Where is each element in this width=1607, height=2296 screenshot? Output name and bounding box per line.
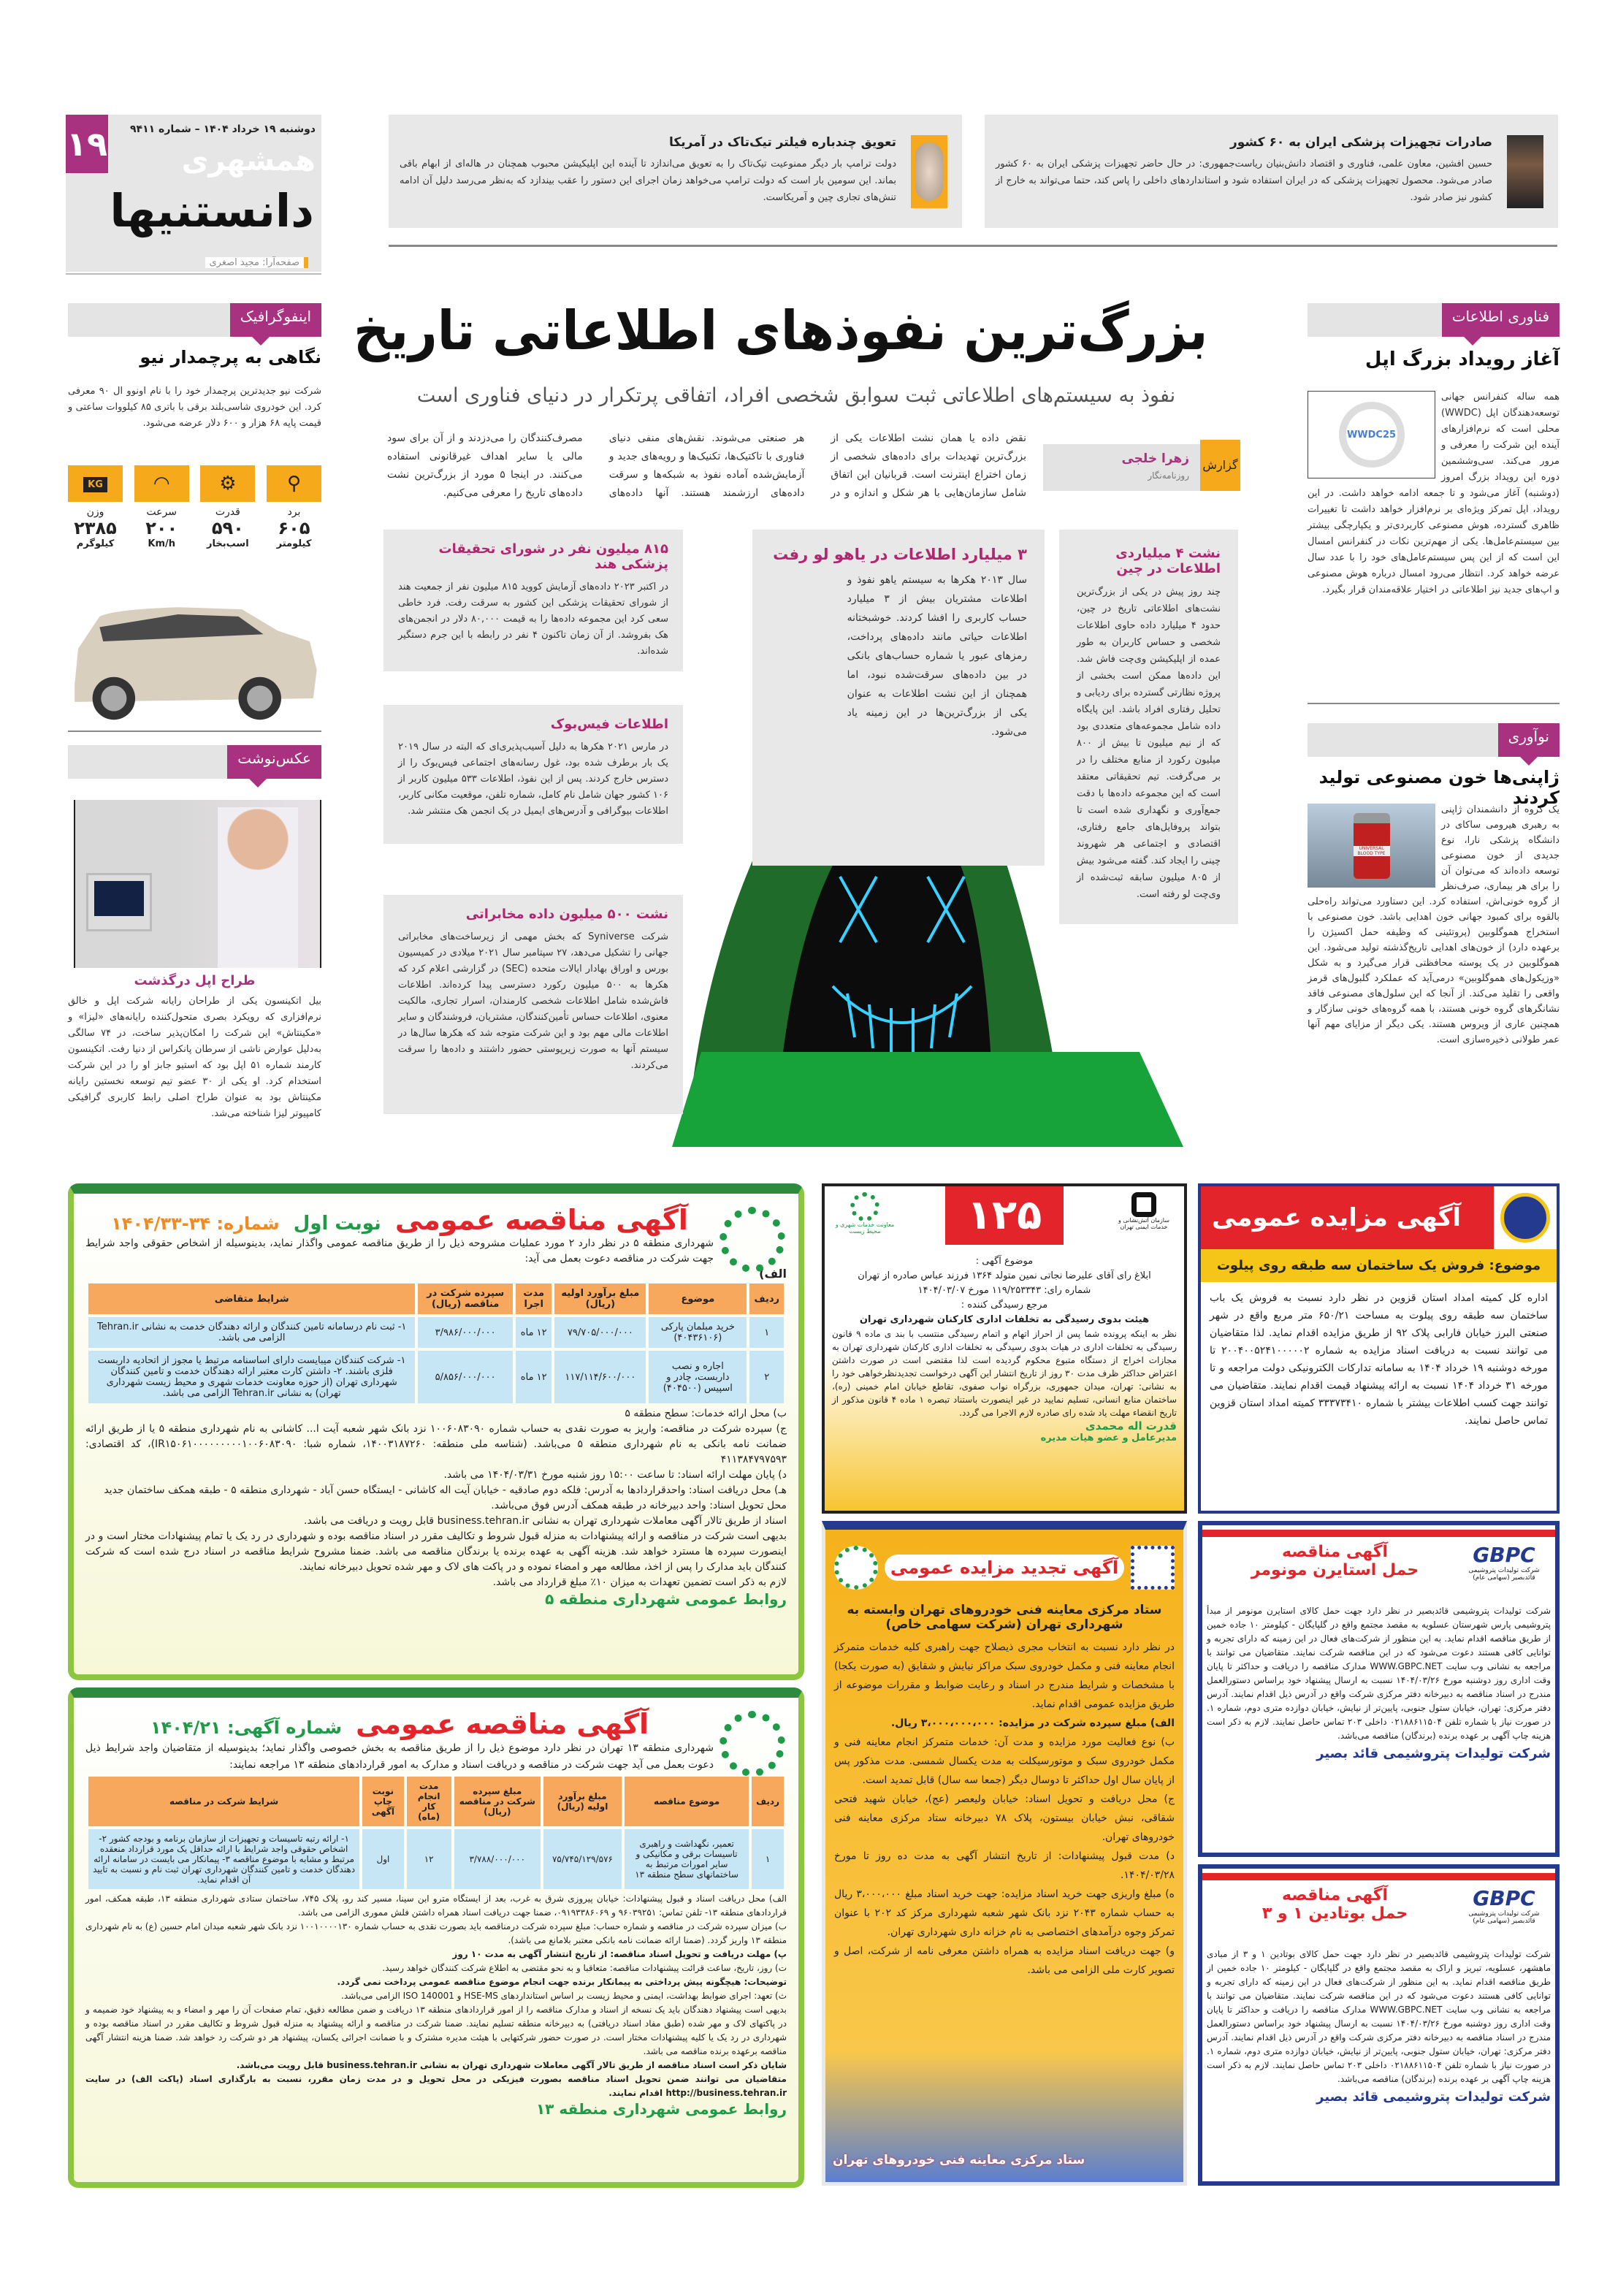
ad-paragraph: ه) مبلغ واریزی جهت خرید اسناد مزایده: جهت خرید اسناد مبلغ ۳،۰۰۰،۰۰۰ ریال به حساب شماره ۲۰۴۳ نزد بانک شهر شعبه شهرداری مرکز کد ۲۰۲ با عنوان تمرکز وجوه درآمدهای اختصاصی به نام خزانه داری شهرداری تهران. (834, 1888, 1175, 1938)
ad-paragraph: د) پایان مهلت ارائه اسناد: تا ساعت ۱۵:۰۰ روز شنبه مورخ ۱۴۰۴/۰۳/۳۱ می باشد. (443, 1469, 787, 1481)
ad-label: الف) (759, 1267, 787, 1281)
tender-table: ردیف موضوع مناقصه مبلغ برآورد اولیه (ریال) مبلغ سپرده شرکت در مناقصه (ریال) مدت انجام کار (ماه) نوبت چاپ آگهی شرایط شرکت در مناقصه ۱ تعمیر، نگهداشت و راهبری تاسیسات برقی و مکانیکی و سایر امورات مرتبط به ساختمانهای سطح منطقه ۱۳ ۷۵/۷۴۵/۱۲۹/۵۷۶ ۳/۷۸۸/۰۰۰/۰۰۰ ۱۲ اول ۱- ارائه رتبه تاسیسات و تجهیزات از سازمان برنامه و بودجه کشور ۲- اشخاص حقوقی واجد شرایط با ارائه حداقل یک مورد قرارداد منعقده مرتبط و مشابه با موضوع مناقصه ۳- پیمانکار می بایست در سامانه ارائه دهندگان خدمت و تامین کنندگان شهرداری تهران ثبت نام و نسبت به تایید آن اقدام نماید. (85, 1774, 787, 1892)
designer-credit: صفحه‌آرا: مجید اصغری (66, 257, 321, 275)
ad-paragraph: ت) روز، تاریخ، ساعت قرائت پیشنهادات مناقصه: متعاقبا و به نحو مقتضی به اطلاع شرکت کنندگان خواهد رسید. (382, 1963, 787, 1973)
weight-kg-icon: KG (68, 465, 123, 502)
story-box-syniverse (383, 895, 683, 1114)
box-title: نشت ۴ میلیاردی اطلاعات در چین (1115, 546, 1221, 576)
article-body: یک گروه از دانشمندان ژاپنی به رهبری هیرومی ساکای در دانشگاه پزشکی نارا، نوع جدیدی از خون مصنوعی توسعه داده‌اند که می‌توان آن را برای هر بیماری، صرف‌نظر از گروه خونی‌اش، استفاده کرد. این دستاورد می‌تواند راه‌حلی بالقوه برای کمبود جهانی خون اهدایی باشد. خون مصنوعی با استخراج هموگلوبین (پروتئینی که وظیفه حمل اکسیژن را برعهده دارد) از خون‌های اهدایی تاریخ‌گذشته تولید می‌شود. این هموگلوبین در یک پوسته محافظتی قرار می‌گیرد و به شکل «وزیکول‌های هموگلوبین» درمی‌آید که عملکرد گلبول‌های قرمز واقعی را تقلید می‌کند. از آنجا که این سلول‌های مصنوعی فاقد نشانگرهای گروه خونی هستند، با همه گروه‌های خونی سازگار و همچنین عاری از ویروس هستند. یکی دیگر از مزایای مهم آنها عمر طولانی ذخیره‌سازی است. (1308, 804, 1560, 1045)
spec-speed: ◠ سرعت ۲۰۰ Km/h (134, 465, 189, 549)
ad-paragraph: الف) مبلغ سپرده شرکت در مزایده: ۳،۰۰۰،۰۰۰،۰۰۰ ریال. (890, 1717, 1175, 1729)
article-body: شرکت نیو جدیدترین پرچمدار خود را با نام اونوو ال ۹۰ معرفی کرد. این خودروی شاسی‌بلند برقی با باتری ۸۵ کیلووات ساعتی و قیمت پایه ۶۸ هزار و ۶۰۰ دلار عرضه می‌شود. (68, 386, 321, 429)
fire-dept-logo: سازمان آتش‌نشانی و خدمات ایمنی تهران (1111, 1192, 1177, 1230)
section-tag: عکس‌نوشت (227, 745, 321, 779)
table-row: ۱ تعمیر، نگهداشت و راهبری تاسیسات برقی و مکانیکی و سایر امورات مرتبط به ساختمانهای سطح منطقه ۱۳ ۷۵/۷۴۵/۱۲۹/۵۷۶ ۳/۷۸۸/۰۰۰/۰۰۰ ۱۲ اول ۱- ارائه رتبه تاسیسات و تجهیزات از سازمان برنامه و بودجه کشور ۲- اشخاص حقوقی واجد شرایط با ارائه حداقل یک مورد قرارداد منعقده مرتبط و مشابه با موضوع مناقصه ۳- پیمانکار می بایست در سامانه ارائه دهندگان خدمت و تامین کنندگان شهرداری تهران ثبت نام و نسبت به تایید آن اقدام نماید. (88, 1829, 784, 1889)
ad-paragraph: پ) مهلت دریافت و تحویل اسناد مناقصه: از تاریخ انتشار آگهی به مدت ۱۰ روز (452, 1949, 787, 1959)
ad-paragraph: لازم به ذکر است تضمین تعهدات به میزان ۱۰٪ مبلغ قرارداد می باشد. (492, 1576, 787, 1588)
box-title: ۸۱۵ میلیون نفر در شورای تحقیقات پزشکی هند (438, 541, 668, 572)
newspaper-logo: همشهری (181, 144, 316, 178)
table-row: ۲ اجاره و نصب داربست، چادر و اسپیس (۴۰۴۵۰۰) ۱۱۷/۱۱۴/۶۰۰/۰۰۰ ۱۲ ماه ۵/۸۵۶/۰۰۰/۰۰۰ ۱- شرکت کنندگان میبایست دارای اساسنامه مرتبط یا مجوز از اتحادیه داربست فلزی باشند. ۲- داشتن کارت معتبر ارائه دهندگان خدمت و تامین کنندگان شهرداری تهران (از حوزه معاونت خدمات شهری و محیط زیست شهرداری تهران) به نشانی Tehran.ir الزامی می باشد. (88, 1351, 784, 1403)
box-body: شرکت Syniverse که بخش مهمی از زیرساخت‌های مخابراتی جهانی را تشکیل می‌دهد، ۲۷ سپتامبر سال ۲۰۲۱ میلادی در کمیسیون بورس و اوراق بهادار ایالات متحده (SEC) در گزارشی اعلام کرد که هکرها به ۵۰۰ میلیون رکورد دسترسی پیدا کرده‌اند. اطلاعات فاش‌شده شامل اطلاعات شخصی کارمندان، اسرار تجاری، مالکیت معنوی، اطلاعات حساس تأمین‌کنندگان، مشتریان، فروشندگان و سایر اطلاعات مالی مهم بود و این شرکت متوجه شد که هکرها سال‌ها در سیستم آنها به صورت زیرپوستی حضور داشتند و داده‌ها را سرقت می‌کردند. (398, 931, 669, 1071)
article-title: نگاهی به پرچمدار نیو (140, 347, 321, 367)
ad-body: نظر به اینکه پرونده شما پس از احراز اتهام و اتمام رسیدگی منتسب با بند ی ماده ۹ قانون رسیدگی به تخلفات اداری در هیات بدوی رسیدگی به تخلفات اداری کارکنان شهرداری تهران به مجازات اخراج از دستگاه متبوع محکوم گردیده است لذا مقتضی است در صورت داشتن اعتراض حداکثر ظرف مدت ۳۰ روز از تاریخ انتشار این آگهی درخواست تجدیدنظرخواهی خود را به نشانی: تهران، میدان جمهوری، بزرگراه نواب صفوی، تقاطع خیابان امام خمینی (ره)، ساختمان منابع انسانی، تسلیم نمایید در غیر اینصورت باستناد تبصره ۱ ماده ۴ قانون مذکور از تاریخ انقضاء مهلت یاد شده رای صادره لازم الاجرا می گردد. (832, 1329, 1177, 1418)
ad-title: آگهی مناقصه عمومی (356, 1708, 649, 1740)
ad-title: آگهی مناقصه (1281, 1543, 1389, 1561)
ad-paragraph: اسناد از طریق تالار آگهی معاملات شهرداری تهران به نشانی business.tehran.ir قابل رویت و دریافت می باشد. (304, 1515, 787, 1527)
section-tag: نوآوری (1498, 723, 1560, 757)
ad-tender-region5 (68, 1183, 804, 1680)
story-box-facebook (383, 705, 683, 844)
news-title: صادرات تجهیزات پزشکی ایران به ۶۰ کشور (1229, 135, 1492, 150)
ad-gbpc-styrene (1198, 1521, 1560, 1857)
top-news-tiktok[interactable] (389, 115, 962, 228)
ad-public-auction (1198, 1183, 1560, 1514)
ad-footer: روابط عمومی شهرداری منطقه ۵ (545, 1590, 787, 1608)
caption-body: بیل اتکینسون یکی از طراحان رایانه شرکت اپل و خالق نرم‌افزاری که رویکرد بصری متحول‌کننده رایانه‌های «لیزا» و «مکینتاش» این شرکت را امکان‌پذیر ساخت، در ۷۴ سالگی به‌دلیل عوارض ناشی از سرطان پانکراس از دنیا رفت. اتکینسون کارمند شماره ۵۱ اپل بود که استیو جابز او را در این شرکت استخدام کرد. او یکی از ۳۰ عضو تیم توسعه نخستین رایانه مکینتاش بود به عنوان طراح اصلی رابط کاربری گرافیکی کامپیوتر لیزا شناخته می‌شد. (68, 996, 321, 1119)
top-news-medical[interactable] (985, 115, 1558, 228)
route-pin-icon: ⚲ (267, 465, 321, 502)
ref-label: مرجع رسیدگی کننده : (961, 1300, 1048, 1311)
tehran-logo (719, 1711, 785, 1777)
gbpc-logo: GBPC شرکت تولیدات پتروشیمی قائدبصیر (سهامی عام) (1468, 1886, 1540, 1925)
emdad-logo (1494, 1186, 1557, 1249)
ad-fire-department (822, 1183, 1187, 1514)
ad-paragraph: د) مدت قبول پیشنهادات: از تاریخ انتشار آگهی به مدت ده روز تا مورخ ۱۴۰۴/۰۳/۲۸. (834, 1850, 1175, 1881)
section-title: دانستنیها (110, 184, 314, 237)
issue-date: دوشنبه ۱۹ خرداد ۱۴۰۴ – شماره ۹۴۱۱ (130, 123, 316, 135)
ad-paragraph: توضیحات: هیچگونه پیش پرداختی به پیمانکار برنده جهت انجام موضوع مناقصه عمومی پرداخت نمی گردد. (337, 1977, 787, 1987)
speedometer-icon: ◠ (134, 465, 189, 502)
tehran-municipality-logo: معاونت خدمات شهری و محیط زیست (832, 1192, 898, 1235)
ad-paragraph: ب) میزان سپرده شرکت در مناقصه و شماره حساب: مبلغ سپرده شرکت درمناقصه باید بصورت نقدی به حساب شماره ۱۰۰۱۰۰۰۰۱۳۰ نزد بانک شهر شعبه میدان امام حسین (ع) به نام شهرداری منطقه ۱۳ واریز گردد. (ضمنا ارائه ضمانت نامه بانکی معتبر بلامانع می باشد). (85, 1921, 787, 1945)
spec-weight: KG وزن ۲۳۸۵ کیلوگرم (68, 465, 123, 549)
article-kind: گزارش (1200, 440, 1240, 491)
ad-round: نوبت اول (293, 1213, 381, 1235)
ad-paragraph: هـ) محل دریافت اسناد: واحدقراردادها به آدرس: فلکه دوم صادقیه - خیابان آیت اله کاشانی - ایستگاه حسن آباد - شهرداری منطقه ۵ - طبقه همکف ساختمان جدید (104, 1484, 787, 1496)
ad-footer: ستاد مرکزی معاینه فنی خودروهای تهران (833, 2153, 1085, 2167)
story-box-yahoo (752, 530, 1045, 866)
ad-paragraph: ب) نوع فعالیت مورد مزایده و مدت آن: خدمات متمرکز انجام معاینه فنی و مکمل خودروی سبک و موتورسیکلت به مدت یکسال شمسی. مدت مذکور پس از پایان سال اول حداکثر تا دوسال دیگر (جمعا سه سال) قابل تمدید است. (834, 1736, 1175, 1786)
tehran-logo (719, 1207, 785, 1273)
section-tag: اینفوگرافیک (230, 303, 321, 337)
ad-number: شماره: ۳۴-۱۴۰۴/۳۳ (111, 1213, 280, 1234)
ad-org: ستاد مرکزی معاینه فنی خودروهای تهران وابسته به شهرداری تهران (شرکت سهامی خاص) (847, 1603, 1162, 1632)
divider (68, 731, 321, 732)
ad-title: آگهی مزایده عمومی (1212, 1203, 1462, 1232)
ad-paragraph: الف) محل دریافت اسناد و قبول پیشنهادات: خیابان پیروزی شرق به غرب، بعد از ایستگاه مترو ابن سینا، مسیر کند رو، پلاک ۷۴۵، ساختمان ستادی شهرداری منطقه ۱۳، طبقه همکف، امور قراردادهای منطقه ۱۳- تلفن تماس: ۹۶۰۳۹۲۵۱ و ۰۹۱۹۳۳۸۶۰۶۹، ضمنا جهت دریافت اسناد همراه داشتن فلش مموری الزامی می باشد. (85, 1893, 787, 1918)
ad-body: اداره کل کمیته امداد استان قزوین در نظر دارد نسبت به فروش یک باب ساختمان سه طبقه روی پیلوت به مساحت ۶۵۰/۲۱ متر مربع واقع در شهر صنعتی البرز خیابان فارابی پلاک ۹۲ از طریق مزایده اقدام نماید. لذا متقاضیان می توانند نسبت به دریافت اسناد مزایده به شماره ۲۰۰۴۰۰۵۲۴۱۰۰۰۰۰۲ تا مورخه دوشنبه ۱۹ خرداد ۱۴۰۴ به سامانه تدارکات الکترونیکی دولت مراجعه و تا مورخه ۳۱ خرداد ۱۴۰۴ نسبت به ارائه پیشنهاد قیمت اقدام نمایند. متقاضیان می توانند جهت کسب اطلاعات بیشتر با شماره ۳۳۳۷۳۴۱۰ کمیته امداد استان قزوین تماس حاصل نمایند. (1210, 1292, 1548, 1427)
spec-power: ⚙ قدرت ۵۹۰ اسب‌بخار (200, 465, 255, 549)
box-title: اطلاعات فیس‌بوک (550, 717, 668, 732)
author-role: روزنامه‌نگار (1148, 470, 1189, 481)
blood-vial-image: UNIVERSAL BLOOD TYPE (1308, 804, 1435, 888)
ad-footer: شرکت تولیدات پتروشیمی قائد بصیر (1316, 2089, 1551, 2105)
ad-title: آگهی تجدید مزایده عمومی (885, 1555, 1124, 1581)
ad-title: آگهی مناقصه عمومی (394, 1204, 688, 1236)
news-body: دولت ترامپ بار دیگر ممنوعیت تیک‌تاک را به تعویق می‌اندازد تا آینده این اپلیکیشن محبوب همچنان در هاله‌ای از ابهام باقی بماند. این سومین بار است که دولت ترامپ می‌خواهد زمان اجرای این دستور را عقب بیندازد که به‌نظر می‌رسد دلیل آن ادامه تنش‌های تجاری چین و آمریکاست. (400, 159, 896, 203)
main-subtitle: نفوذ به سیستم‌های اطلاعاتی ثبت سوابق شخصی افراد، اتفاقی پرتکرار در دنیای فناوری است (416, 384, 1176, 407)
ad-paragraph: بدیهی است پیشنهاد دهندگان باید یک نسخه از اسناد و مدارک مناقصه را از امور قراردادهای منطقه ۱۳ دریافت و ضمن مطالعه دقیق، تمام صفحات آن را مهر و امضاء و به پیشنهاد خود ضمیمه و در پاکتهای لاک و مهر شده (طبق مفاد اسناد دریافتی) به دبیرخانه منطقه تسلیم نمایند. ضمنا شرکت در مناقصه و ارائه پیشنهاد به منزله قبول شروط و تکالیف مقرر در اسناد مناقصه بوده و شهرداری در رد یک یا کلیه پیشنهادات مختار است. در صورت حضور شرکتهایی با هیئت مدیره مشترک و با ضمانت اجرائی یکسان، پیشنهاد هر دو شرکت رد خواهد شد. ضمنا هزینه انتشار آگهی مناقصه برعهده برنده مناقصه می باشد. (85, 2005, 787, 2056)
box-body: سال ۲۰۱۳ هکرها به سیستم یاهو نفوذ و اطلاعات مشتریان بیش از ۳ میلیارد حساب کاربری را افشا کردند. خوشبختانه اطلاعات حیاتی مانند داده‌های پرداخت، رمزهای عبور یا شماره حساب‌های بانکی در بین داده‌های سرقت‌شده نبود، اما همچنان از این نشت اطلاعات به عنوان یکی از بزرگ‌ترین‌ها در این زمینه یاد می‌شود. (847, 574, 1028, 738)
divider (1308, 703, 1560, 704)
box-body: در مارس ۲۰۲۱ هکرها به دلیل آسیب‌پذیری‌ای که البته در سال ۲۰۱۹ یک بار برطرف شده بود، غول رسانه‌های اجتماعی فیس‌بوک را از دسترس خارج کردند. پس از این نفوذ، اطلاعات ۵۳۳ میلیون کاربر از ۱۰۶ کشور جهان شامل نام کامل، شماره تلفن، موقعیت مکانی کاربر، اطلاعات بیوگرافی و آدرس‌های ایمیل در یک انجمن هک منتشر شد. (398, 741, 668, 817)
car-image (68, 584, 321, 727)
ad-body: شرکت تولیدات پتروشیمی قائدبصیر در نظر دارد جهت حمل کالای استایرن مونومر از مبدأ پتروشیمی پارس شهرستان عسلویه به مقصد مجتمع واقع در گلپایگان - کیلومتر ۱۰ جاده خمین از طریق مناقصه اقدام نماید. به این منظور از شرکت‌های فعال در این زمینه که دارای تجربه و توانایی کافی هستند دعوت می‌شود که در این مناقصه شرکت نمایند. متقاضیان می توانند با مراجعه به نشانی وب سایت WWW.GBPC.NET مدارک مناقصه را دریافت و حداکثر تا پایان وقت اداری روز دوشنبه مورخ ۱۴۰۴/۰۳/۲۶ نسبت به ارسال پیشنهاد خود براساس دستورالعمل مندرج در اسناد مناقصه به دبیرخانه دفتر مرکزی شرکت واقع در آدرس ذیل اقدام نمایند. آدرس دفتر مرکزی: تهران، خیابان ستول جنوبی، پایین‌تر از نیایش، خیابان دوازده متری دوم، شماره ۱. در صورت نیاز با شماره تلفن ۰۲۱۸۸۶۱۱۵۰۴ داخلی ۲۰۳ تماس حاصل نمایند. لازم به ذکر است هزینه چاپ آگهی بر عهده برنده (برندگان) مناقصه می‌باشد. (1207, 1606, 1551, 1741)
box-body: چند روز پیش در یکی از بزرگ‌ترین نشت‌های اطلاعاتی تاریخ در چین، حدود ۴ میلیارد داده حاوی اطلاعات شخصی و حساس کاربران به طور عمده از اپلیکیشن وی‌چت فاش شد. این داده‌ها ممکن است بخشی از پروژه نظارتی گسترده برای ردیابی و تحلیل رفتاری افراد باشد. این پایگاه داده شامل مجموعه‌های متعددی بود که از نیم میلیون تا بیش از ۸۰۰ میلیون رکورد از منابع مختلف را در بر می‌گرفت. تیم تحقیقاتی معتقد است که این مجموعه داده‌ها با دقت جمع‌آوری و نگهداری شده است تا بتواند پروفایل‌های جامع رفتاری، اقتصادی و اجتماعی هر شهروند چینی را ایجاد کند. گفته می‌شود بیش از ۸۰۵ میلیون سابقه ثبت‌شده از وی‌چت لو رفته است. (1077, 587, 1221, 900)
article-intro: نقض داده یا همان نشت اطلاعات یکی از بزرگ‌ترین تهدیدات برای داده‌های شخصی از زمان اختراع اینترنت است. قربانیان این اتفاق شامل سازمان‌هایی با هر شکل و اندازه و در هر صنعتی می‌شوند. نقش‌های منفی دنیای فناوری با تاکتیک‌ها، تکنیک‌ها و رویه‌های جدید و آزمایش‌شده آماده نفوذ به شبکه‌ها و سرقت داده‌های ارزشمند هستند. آنها داده‌های مصرف‌کنندگان را می‌دزدند و از آن برای سود مالی یا سایر اهداف غیرقانونی استفاده می‌کنند. در اینجا ۵ مورد از بزرگ‌ترین نشت داده‌های تاریخ را معرفی می‌کنیم. (387, 432, 1026, 499)
ad-intro: شهرداری منطقه ۱۳ تهران در نظر دارد موضوع ذیل را از طریق مناقصه به بخش خصوصی واگذار نماید؛ بدینوسیله از متقاضیان واجد شرایط ذیل دعوت بعمل می آید جهت شرکت در مناقصه و دریافت اسناد و مدارک به امور قراردادهای منطقه ۱۳ مراجعه نمایند: (85, 1742, 714, 1771)
logo-125: ۱۲۵ (945, 1186, 1064, 1245)
news-body: حسین افشین، معاون علمی، فناوری و اقتصاد دانش‌بنیان ریاست‌جمهوری: در حال حاضر تجهیزات پزشکی ایران به ۶۰ کشور صادر می‌شود. محصول تجهیزات پزشکی که در ایران استفاده شود و استانداردهای داخلی را پاس کند، حتما می‌تواند به خارج از کشور نیز صادر شود. (996, 159, 1492, 203)
apple-article (1308, 303, 1560, 701)
article-body: همه ساله کنفرانس جهانی توسعه‌دهندگان اپل (WWDC) محلی است که نرم‌افزارهای آینده این شرکت را معرفی و مرور می‌کند. سی‌وششمین دوره این رویداد بزرگ امروز (دوشنبه) آغاز می‌شود و تا جمعه ادامه خواهد داشت. در این رویداد، اپل تمرکز ویژه‌ای بر نرم‌افزار خواهد داشت تا تغییرات ظاهری گسترده، هوش مصنوعی کاربردی‌تر و یکپارچگی بیشتر بین سیستم‌عامل‌ها. یکی از مهم‌ترین نکات در کنفرانس امسال این است که از این پس سیستم‌عامل‌های خود را با عدد سال عرضه خواهد کرد. انتظار می‌رود امسال درباره هوش مصنوعی و اپ‌های جدید نیز اطلاعاتی در اختیار علاقه‌مندان قرار بگیرد. (1308, 392, 1560, 595)
spec-range: ⚲ برد ۶۰۵ کیلومتر (267, 465, 321, 549)
photo-caption-section (68, 745, 321, 1121)
signer: قدرت اله محمدی (1085, 1419, 1177, 1433)
ad-subtitle: حمل بوتادین ۱ و ۳ (1261, 1904, 1408, 1923)
ad-paragraph: بدیهی است شرکت در مناقصه و ارائه پیشنهادات به منزله قبول شروط و تکالیف مقرر در اسناد مناقصه بوده و شهرداری در رد یک یا تمام پیشنهادات مختار است و در اینصورت سپرده ها مسترد خواهد شد. هزینه آگهی به عهده برنده یا برندگان مناقصه می باشد. ضمنا مشروح شرایط مناقصه در اسناد درج شده است که شرکت کنندگان باید مدارک را پس از اخذ، مطالعه مهر و امضاء نموده و در پاکت های لاک و مهر شده تحویل دبیرخانه نمایند. (85, 1530, 787, 1573)
ad-subject: موضوع: فروش یک ساختمان سه طبقه روی پیلوت (1201, 1249, 1557, 1282)
box-title: نشت ۵۰۰ میلیون داده مخابراتی (465, 907, 668, 922)
ref: هیئت بدوی رسیدگی به تخلفات اداری کارکنان شهرداری تهران (859, 1314, 1150, 1325)
spec-grid (68, 465, 321, 549)
person-photo (1507, 135, 1543, 208)
story-box-india (383, 530, 683, 671)
divider (389, 245, 1557, 247)
news-title: تعویق چندباره فیلتر تیک‌تاک در آمریکا (668, 135, 896, 150)
infographic (68, 303, 321, 731)
ad-subtitle: حمل استایرن مونومر (1251, 1561, 1419, 1579)
box-body: در اکتبر ۲۰۲۳ داده‌های آزمایش کووید ۸۱۵ میلیون نفر از جمعیت هند از شورای تحقیقات پزشکی این کشور به سرقت رفت. فرد خاطی سعی کرد این مجموعه داده‌ها را به قیمت ۸۰,۰۰۰ دلار در انجمن‌های هک بفروشد. از آن زمان تاکنون ۴ نفر در رابطه با این جرم دستگیر شده‌اند. (398, 581, 668, 657)
ad-paragraph: ث) تعهد: اجرای ضوابط بهداشت، ایمنی و محیط زیست بر اساس استانداردهای HSE-MS و ISO 140001 الزامی می‌باشد. (341, 1991, 787, 2001)
vote-number: شماره رای: ۱۱۹/۲۵۳۳۴۳ مورخ ۱۴۰۴/۰۳/۰۷ (917, 1285, 1091, 1296)
ad-footer: شرکت تولیدات پتروشیمی قائد بصیر (1316, 1746, 1551, 1761)
inspection-logo (1131, 1546, 1175, 1590)
masthead (66, 115, 321, 272)
article-title: ژاپنی‌ها خون مصنوعی تولید کردند (1318, 767, 1560, 808)
ad-paragraph: ج) محل دریافت و تحویل اسناد: خیابان ولیعصر (عج)، خیابان شهید فتحی شقاقی، نبش خیابان بیستون، پلاک ۷۸ دبیرخانه ستاد مرکزی معاینه فنی خودروهای تهران. (834, 1793, 1175, 1843)
ad-paragraph: متقاضیان می توانند ضمن تحویل اسناد مناقصه بصورت فیزیکی در محل تحویل و در مدت زمان مقرر، نسبت به بارگذاری اسناد (پاکت الف) در سایت http://business.tehran.ir اقدام نمایند. (85, 2074, 787, 2098)
tender-table: ردیف موضوع مبلغ برآورد اولیه (ریال) مدت اجرا سپرده شرکت در مناقصه (ریال) شرایط متقاضی ۱ خرید مبلمان پارکی (۴۰۴۳۶۱۰۶) ۷۹/۷۰۵/۰۰۰/۰۰۰ ۱۲ ماه ۳/۹۸۶/۰۰۰/۰۰۰ ۱- ثبت نام درسامانه تامین کنندگان و ارائه دهندگان خدمت به نشانی Tehran.ir الزامی می باشد. ۲ اجاره و نصب داربست، چادر و اسپیس (۴۰۴۵۰۰) ۱۱۷/۱۱۴/۶۰۰/۰۰۰ ۱۲ ماه ۵/۸۵۶/۰۰۰/۰۰۰ ۱- شرکت کنندگان میبایست دارای اساسنامه مرتبط یا مجوز از اتحادیه داربست فلزی باشند. ۲- داشتن کارت معتبر ارائه دهندگان خدمت و تامین کنندگان شهرداری تهران (از حوزه معاونت خدمات شهری و محیط زیست شهرداری تهران) به نشانی Tehran.ir الزامی می باشد. (85, 1281, 787, 1406)
tehran-logo (834, 1546, 878, 1590)
ad-paragraph: محل تحویل اسناد: واحد دبیرخانه در طبقه همکف آدرس فوق می‌باشد. (491, 1500, 787, 1511)
ad-gbpc-butadiene (1198, 1864, 1560, 2186)
ad-paragraph: شایان ذکر است اسناد مناقصه از طریق تالار آگهی معاملات شهرداری تهران به نشانی business.tehran.ir قابل رویت می‌باشد. (236, 2060, 787, 2070)
author-box (1043, 444, 1240, 491)
ad-footer: روابط عمومی شهرداری منطقه ۱۳ (535, 2100, 787, 2118)
ad-paragraph: و) جهت دریافت اسناد مزایده به همراه داشتن معرفی نامه از شرکت، اصل و تصویر کارت ملی الزامی می باشد. (834, 1945, 1175, 1976)
caption-title: طراح اپل درگذشت (134, 973, 256, 988)
section-tag: فناوری اطلاعات (1442, 303, 1560, 337)
engine-icon: ⚙ (200, 465, 255, 502)
ad-number: شماره آگهی: ۱۴۰۴/۲۱ (150, 1717, 342, 1738)
main-headline-wrap (354, 296, 1242, 369)
atkinson-photo (74, 800, 321, 968)
subject-label: موضوع آگهی : (975, 1256, 1034, 1267)
ad-paragraph: در نظر دارد نسبت به انتخاب مجری ذیصلاح جهت راهبری کلیه خدمات متمرکز انجام معاینه فنی و مکمل خودروی سبک مراکز نیایش و شقایق (به صورت یکجا) با مشخصات و شرایط مندرج در اسناد و رعایت ضوابط و مقررات موضوعه از طریق مزایده عمومی اقدام نماید. (834, 1641, 1175, 1710)
person-photo (911, 135, 947, 208)
ad-body: شرکت تولیدات پتروشیمی قائدبصیر در نظر دارد جهت حمل کالای بوتادین ۱ و ۳ از مبادی ماهشهر، عسلویه، تبریز و اراک به مقصد مجتمع واقع در گلپایگان - کیلومتر ۱۰ جاده خمین از طریق مناقصه اقدام نماید. به این منظور از شرکت‌های فعال در این زمینه که دارای تجربه و توانایی کافی هستند دعوت می‌شود که در این مناقصه شرکت نمایند. متقاضیان می توانند با مراجعه به نشانی وب سایت WWW.GBPC.NET مدارک مناقصه را دریافت و حداکثر تا پایان وقت اداری روز دوشنبه مورخ ۱۴۰۴/۰۳/۲۶ نسبت به ارسال پیشنهاد خود براساس دستورالعمل مندرج در اسناد مناقصه به دبیرخانه دفتر مرکزی شرکت واقع در آدرس ذیل اقدام نمایند. آدرس دفتر مرکزی: تهران، خیابان ستول جنوبی، پایین‌تر از نیایش، خیابان دوازده متری دوم، شماره ۱. در صورت نیاز با شماره تلفن ۰۲۱۸۸۶۱۱۵۰۴ داخلی ۲۰۳ تماس حاصل نمایند. لازم به ذکر است هزینه چاپ آگهی بر عهده برنده (برندگان) مناقصه می‌باشد. (1207, 1949, 1551, 2084)
ad-reauction (822, 1521, 1187, 2186)
ad-intro: شهرداری منطقه ۵ در نظر دارد ۲ مورد عملیات مشروحه ذیل را از طریق مناقصه عمومی واگذار نماید، بدینوسیله از اشخاص حقوقی واجد شرایط جهت شرکت در مناقصه دعوت بعمل می آید: (85, 1237, 714, 1265)
gbpc-logo: GBPC شرکت تولیدات پتروشیمی قائدبصیر (سهامی عام) (1468, 1543, 1540, 1582)
subject: ابلاغ رای آقای علیرضا نجاتی نمین متولد ۱۳۶۴ فرزند عباس صادره از تهران (858, 1270, 1151, 1281)
ad-paragraph: ج) سپرده شرکت در مناقصه: واریز به صورت نقدی به حساب شماره ۱۰۰۶۰۸۳۰۹۰ نزد بانک شهر شعبه آیت ا... کاشانی به نام شهرداری منطقه ۵ یا از طریق ارائه ضمانت نامه بانکی به نام شهرداری منطقه ۵ می‌باشد. (شناسه ملی منطقه: ۱۴۰۰۳۱۸۷۲۶۰، شماره شبا: IR۱۵۰۶۱۰۰۰۰۰۰۰۰۰۱۰۰۶۰۸۳۰۹۰)، کد اقتصادی: ۴۱۱۳۸۴۷۹۷۵۹۳ (85, 1423, 787, 1465)
box-title: ۳ میلیارد اطلاعات در یاهو لو رفت (773, 546, 1027, 563)
blood-article (1308, 723, 1560, 1140)
author-name: زهرا خلجی (1121, 451, 1189, 466)
page-number: ۱۹ (66, 115, 108, 173)
ad-paragraph: ب) محل ارائه خدمات: سطح منطقه ۵ (625, 1408, 787, 1419)
main-headline: بزرگ‌ترین نفوذهای اطلاعاتی تاریخ (354, 300, 1208, 362)
ad-title: آگهی مناقصه (1281, 1886, 1389, 1904)
ad-tender-region13 (68, 1687, 804, 2188)
table-row: ۱ خرید مبلمان پارکی (۴۰۴۳۶۱۰۶) ۷۹/۷۰۵/۰۰۰/۰۰۰ ۱۲ ماه ۳/۹۸۶/۰۰۰/۰۰۰ ۱- ثبت نام درسامانه تامین کنندگان و ارائه دهندگان خدمت به نشانی Tehran.ir الزامی می باشد. (88, 1317, 784, 1348)
signer-role: مدیرعامل و عضو هیات مدیره (1040, 1433, 1177, 1443)
wwdc-image: WWDC25 (1308, 391, 1435, 478)
story-box-china (1059, 530, 1238, 924)
article-title: آغاز رویداد بزرگ اپل (1364, 348, 1560, 370)
